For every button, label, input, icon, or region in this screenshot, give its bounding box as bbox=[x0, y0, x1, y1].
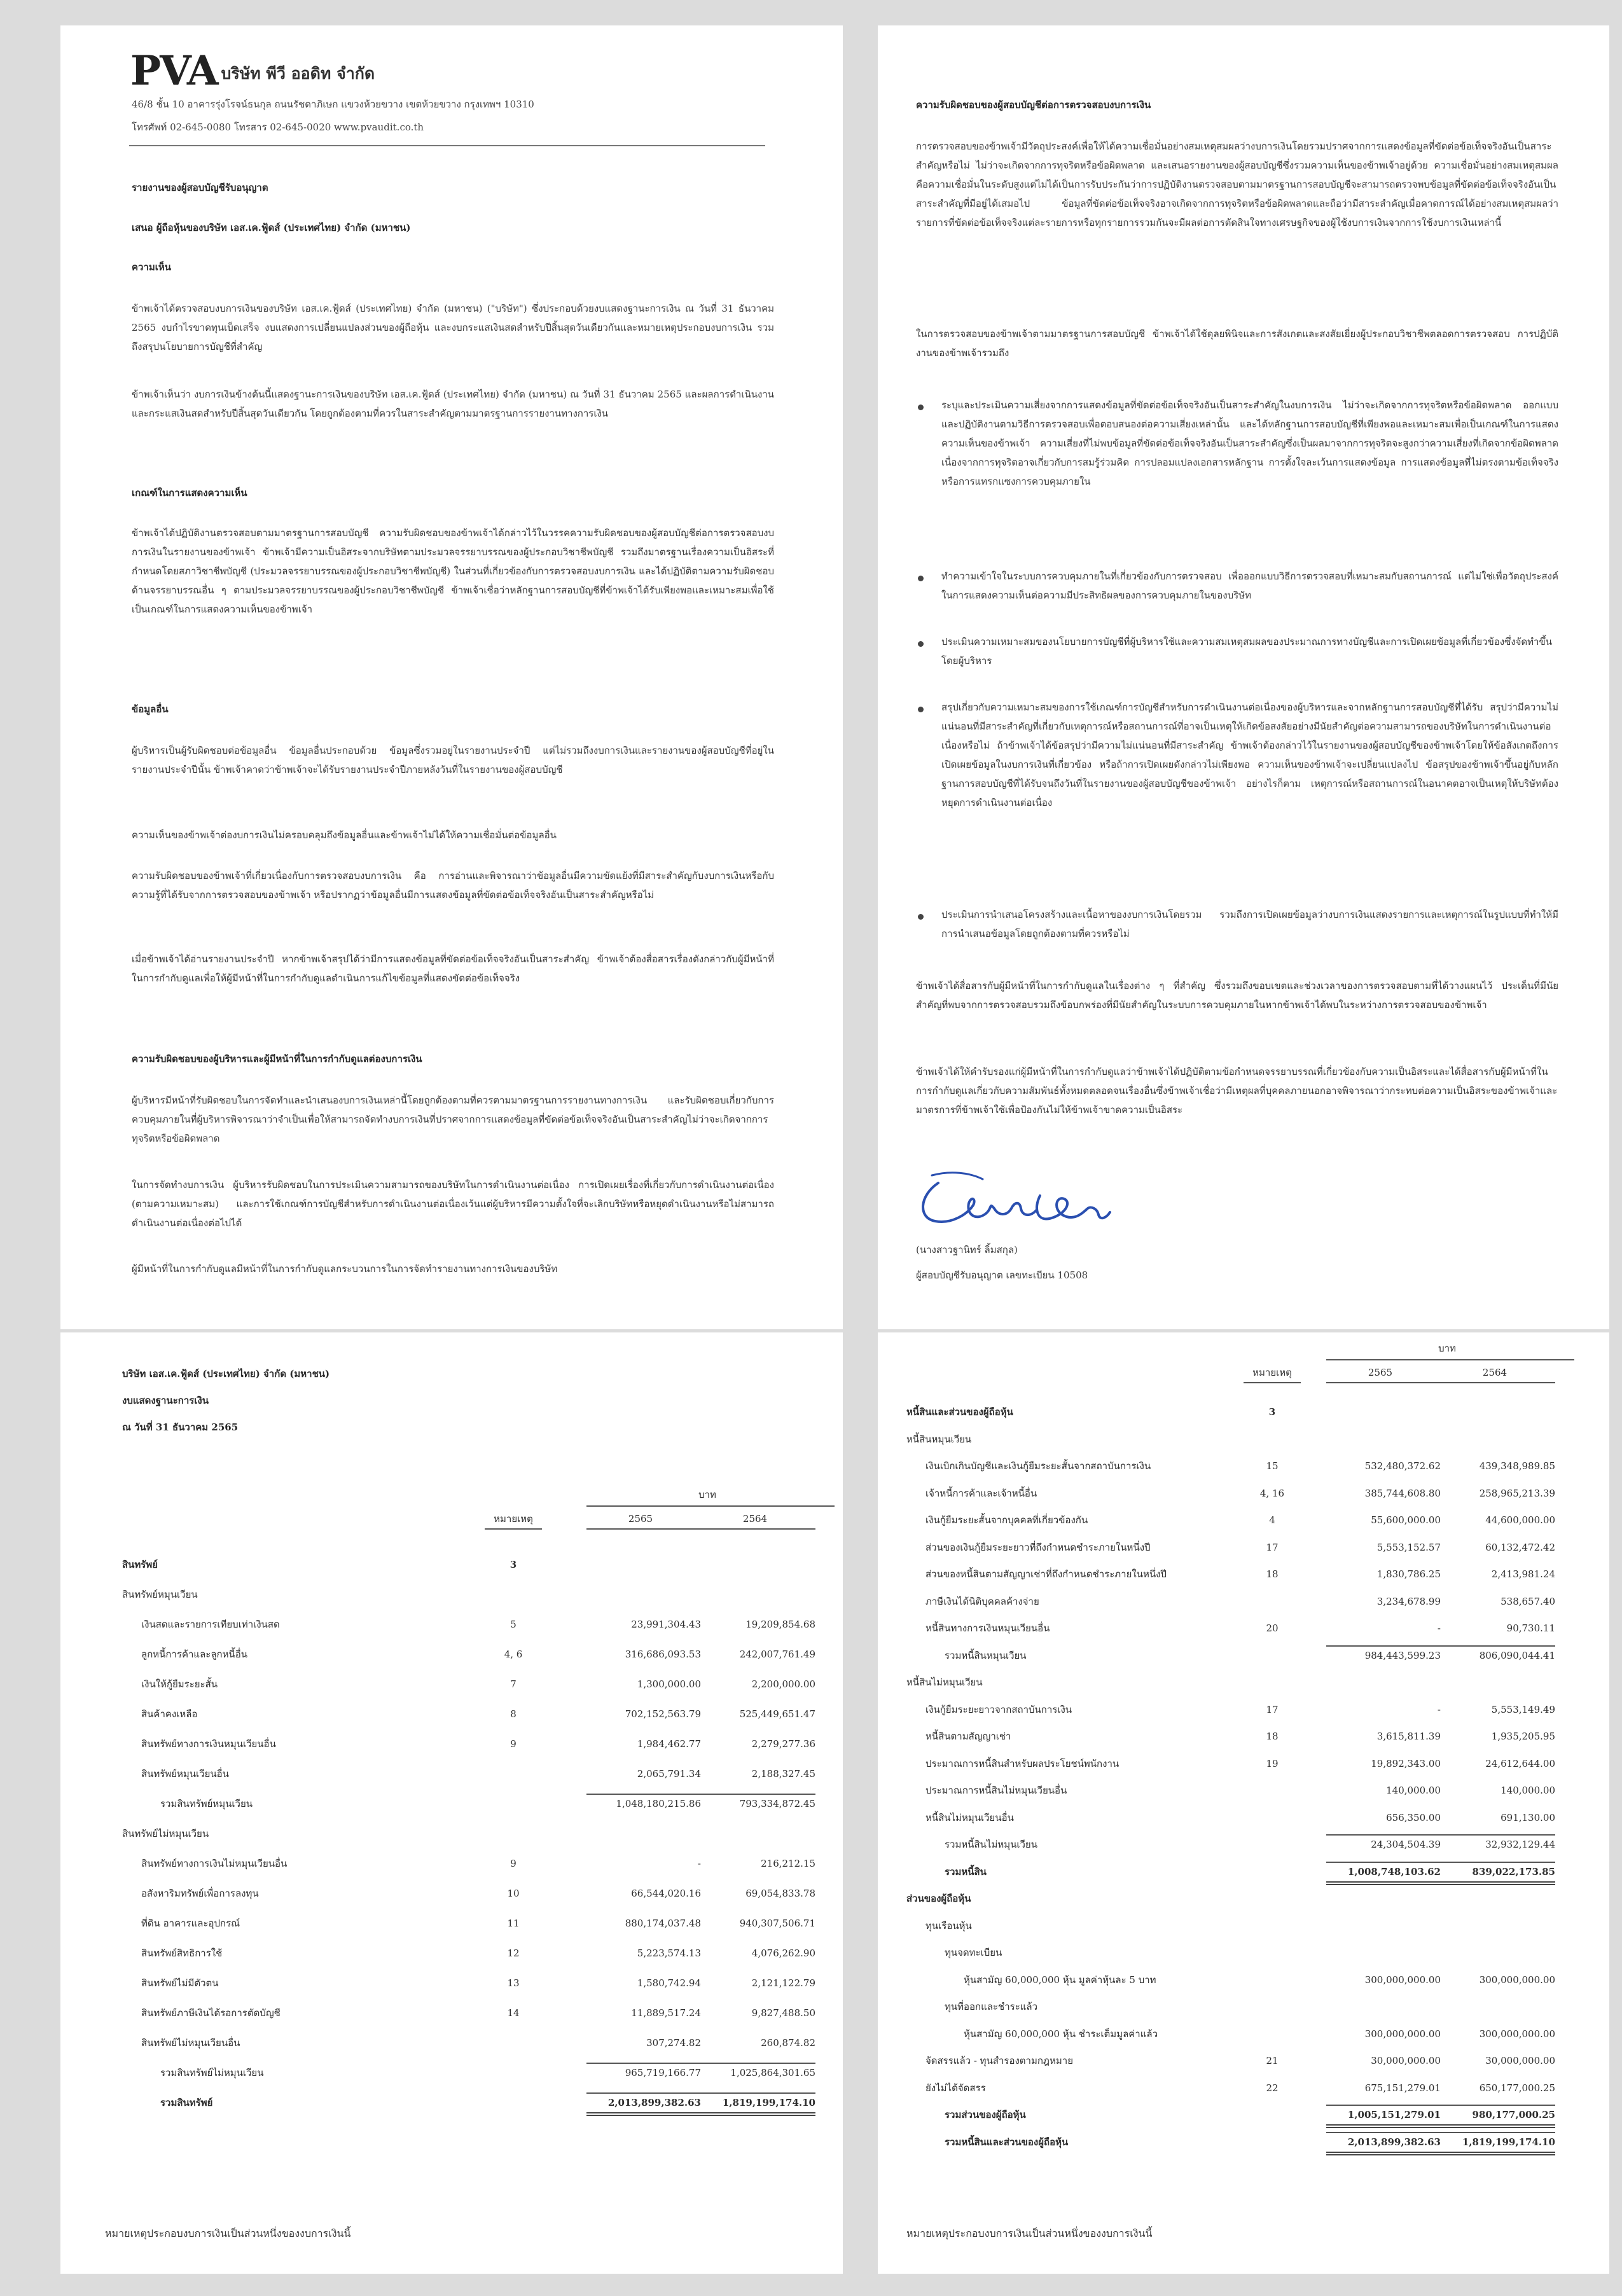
statement-row bbox=[906, 1402, 1581, 1421]
total-rule bbox=[1326, 1834, 1441, 1836]
row-value-2564: 216,212.15 bbox=[761, 1858, 815, 1869]
row-value-2564: 30,000,000.00 bbox=[1485, 2055, 1555, 2066]
paragraph-opinion-1: ข้าพเจ้าได้ตรวจสอบงบการเงินของบริษัท เอส.เค.ฟู้ดส์ (ประเทศไทย) จำกัด (มหาชน) ("บริษัท") ซึ่งประกอบด้วยงบแสดงฐานะการเงิน ณ วันที่ 31 ธันวาคม 2565 งบกำไรขาดทุนเบ็ดเสร็จ งบแสดงการเปลี่ยนแปลงส่วนของผู้ถือหุ้น และงบกระแสเงินสดสำหรับปีสิ้นสุดวันเดียวกันและหมายเหตุประกอบงบการเงิน รวมถึงสรุปนโยบายการบัญชีที่สำคัญ bbox=[132, 303, 774, 352]
paragraph-auditor-2: ในการตรวจสอบของข้าพเจ้าตามมาตรฐานการสอบบัญชี ข้าพเจ้าได้ใช้ดุลยพินิจและการสังเกตและสงสัยเยี่ยงผู้ประกอบวิชาชีพตลอดการตรวจสอบ การปฏิบัติงานของข้าพเจ้ารวมถึง bbox=[916, 328, 1558, 359]
unit-label: บาท bbox=[698, 1489, 716, 1500]
row-value-2565: 385,744,608.80 bbox=[1364, 1487, 1441, 1499]
row-note: 17 bbox=[1266, 1541, 1279, 1553]
statement-row bbox=[906, 1916, 1581, 1935]
row-note: 8 bbox=[510, 1708, 516, 1720]
row-label: ส่วนของหนี้สินตามสัญญาเช่าที่ถึงกำหนดชำระภายในหนึ่งปี bbox=[925, 1568, 1167, 1580]
statement-row bbox=[122, 1884, 815, 1903]
row-value-2565: 66,544,020.16 bbox=[631, 1888, 701, 1899]
row-label: เงินเบิกเกินบัญชีและเงินกู้ยืมระยะสั้นจากสถาบันการเงิน bbox=[925, 1460, 1151, 1472]
row-note: 22 bbox=[1266, 2082, 1279, 2094]
total-rule bbox=[701, 1794, 815, 1795]
row-label: หนี้สินและส่วนของผู้ถือหุ้น bbox=[906, 1406, 1013, 1418]
statement-row bbox=[906, 1673, 1581, 1692]
row-value-2565: 316,686,093.53 bbox=[625, 1649, 701, 1660]
row-label: ลูกหนี้การค้าและลูกหนี้อื่น bbox=[141, 1649, 248, 1660]
row-value-2565: - bbox=[1437, 1703, 1441, 1715]
grand-total-double-rule bbox=[1326, 2124, 1441, 2128]
paragraph-other-2: ความเห็นของข้าพเจ้าต่องบการเงินไม่ครอบคลุมถึงข้อมูลอื่นและข้าพเจ้าไม่ได้ให้ความเชื่อมั่นต่อข้อมูลอื่น bbox=[132, 829, 557, 841]
row-label: เงินกู้ยืมระยะสั้นจากบุคคลที่เกี่ยวข้องกัน bbox=[925, 1514, 1088, 1526]
row-value-2565: 1,830,786.25 bbox=[1376, 1568, 1441, 1580]
statement-row bbox=[906, 2024, 1581, 2044]
row-note: 18 bbox=[1266, 1568, 1279, 1580]
row-label: หุ้นสามัญ 60,000,000 หุ้น ชำระเต็มมูลค่าแล้ว bbox=[964, 2028, 1158, 2040]
row-value-2564: 2,279,277.36 bbox=[751, 1738, 815, 1750]
row-label: ทุนที่ออกและชำระแล้ว bbox=[945, 2001, 1038, 2012]
statement-row bbox=[122, 1645, 815, 1664]
row-value-2565: 702,152,563.79 bbox=[625, 1708, 701, 1720]
statement-row bbox=[906, 1808, 1581, 1827]
statement-row bbox=[122, 1824, 809, 1843]
bullet-dot bbox=[918, 405, 924, 410]
row-value-2565: 19,892,343.00 bbox=[1371, 1757, 1441, 1769]
statement-row bbox=[122, 1734, 815, 1753]
paragraph-other-4: เมื่อข้าพเจ้าได้อ่านรายงานประจำปี หากข้าพเจ้าสรุปได้ว่ามีการแสดงข้อมูลที่ขัดต่อข้อเท็จจริงอันเป็นสาระสำคัญ ข้าพเจ้าต้องสื่อสารเรื่องดังกล่าวกับผู้มีหน้าที่ในการกำกับดูแลเพื่อให้ผู้มีหน้าที่ในการกำกับดูแลดำเนินการแก้ไขข้อมูลที่แสดงขัดต่อข้อเท็จจริง bbox=[132, 953, 774, 984]
header-underline bbox=[1244, 1382, 1301, 1383]
unit-underline bbox=[586, 1505, 835, 1507]
statement-row bbox=[906, 1700, 1581, 1719]
total-rule bbox=[1441, 1834, 1555, 1836]
unit-label: บาท bbox=[1438, 1343, 1456, 1354]
row-value-2565: 1,300,000.00 bbox=[637, 1678, 701, 1690]
row-note: 18 bbox=[1266, 1731, 1279, 1742]
row-value-2565: 532,480,372.62 bbox=[1364, 1460, 1441, 1472]
statement-title: งบแสดงฐานะการเงิน bbox=[122, 1395, 209, 1406]
row-note: 4, 16 bbox=[1259, 1487, 1285, 1499]
row-value-2564: 140,000.00 bbox=[1501, 1785, 1555, 1796]
row-label: หุ้นสามัญ 60,000,000 หุ้น มูลค่าหุ้นละ 5 บาท bbox=[964, 1974, 1156, 1986]
row-note: 20 bbox=[1266, 1622, 1279, 1634]
statement-row bbox=[122, 1854, 815, 1873]
row-value-2565: 23,991,304.43 bbox=[631, 1619, 701, 1630]
row-label: ทุนเรือนหุ้น bbox=[925, 1919, 972, 1932]
row-value-2565: 2,013,899,382.63 bbox=[1347, 2136, 1441, 2148]
row-value-2564: 4,076,262.90 bbox=[751, 1947, 815, 1959]
row-value-2564: 839,022,173.85 bbox=[1472, 1865, 1555, 1878]
row-note: 3 bbox=[1268, 1406, 1276, 1418]
row-label: หนี้สินทางการเงินหมุนเวียนอื่น bbox=[925, 1622, 1050, 1634]
row-value-2565: 965,719,166.77 bbox=[625, 2067, 701, 2078]
paragraph-other-3: ความรับผิดชอบของข้าพเจ้าที่เกี่ยวเนื่องกับการตรวจสอบงบการเงิน คือ การอ่านและพิจารณาว่าข้อมูลอื่นมีความขัดแย้งที่มีสาระสำคัญกับงบการเงินหรือกับความรู้ที่ได้รับจากการตรวจสอบของข้าพเจ้า หรือปรากฏว่าข้อมูลอื่นมีการแสดงข้อมูลที่ขัดต่อข้อเท็จจริงอันเป็นสาระสำคัญหรือไม่ bbox=[132, 870, 774, 901]
row-value-2564: 940,307,506.71 bbox=[739, 1918, 815, 1929]
row-value-2565: 11,889,517.24 bbox=[631, 2007, 701, 2019]
total-rule bbox=[1441, 2132, 1555, 2133]
statement-row bbox=[122, 1944, 815, 1963]
statement-row bbox=[906, 1727, 1581, 1746]
row-value-2565: 1,984,462.77 bbox=[637, 1738, 701, 1750]
row-value-2565: 2,065,791.34 bbox=[637, 1768, 701, 1780]
row-note: 21 bbox=[1266, 2055, 1279, 2066]
total-rule bbox=[586, 1794, 701, 1795]
row-note: 9 bbox=[510, 1858, 516, 1869]
row-label: เงินให้กู้ยืมระยะสั้น bbox=[141, 1678, 218, 1690]
firm-name: บริษัท พีวี ออดิท จำกัด bbox=[221, 64, 375, 83]
row-note: 19 bbox=[1266, 1757, 1279, 1769]
statement-row bbox=[122, 1974, 815, 1993]
heading-opinion: ความเห็น bbox=[132, 261, 172, 273]
row-value-2565: 5,553,152.57 bbox=[1376, 1541, 1441, 1553]
auditor-name: (นางสาวฐานิทร์ ลิ้มสกุล) bbox=[916, 1244, 1018, 1255]
row-label: ที่ดิน อาคารและอุปกรณ์ bbox=[141, 1918, 240, 1929]
row-value-2564: 793,334,872.45 bbox=[739, 1798, 815, 1809]
row-label: หนี้สินไม่หมุนเวียนอื่น bbox=[925, 1811, 1014, 1823]
total-rule bbox=[1326, 1645, 1441, 1647]
heading-auditor-responsibility: ความรับผิดชอบของผู้สอบบัญชีต่อการตรวจสอบงบการเงิน bbox=[916, 99, 1151, 111]
bullet-item: ประเมินการนำเสนอโครงสร้างและเนื้อหาของงบการเงินโดยรวม รวมถึงการเปิดเผยข้อมูลว่างบการเงินแสดงรายการและเหตุการณ์ในรูปแบบที่ทำให้มีการนำเสนอข้อมูลโดยถูกต้องตามที่ควรหรือไม่ bbox=[941, 909, 1558, 939]
paragraph-auditor-3: ข้าพเจ้าได้สื่อสารกับผู้มีหน้าที่ในการกำกับดูแลในเรื่องต่าง ๆ ที่สำคัญ ซึ่งรวมถึงขอบเขตและช่วงเวลาของการตรวจสอบตามที่ได้วางแผนไว้ ประเด็นที่มีนัยสำคัญที่พบจากการตรวจสอบรวมถึงข้อบกพร่องที่มีนัยสำคัญในระบบการควบคุมภายในหากข้าพเจ้าได้พบในระหว่างการตรวจสอบของข้าพเจ้า bbox=[916, 980, 1558, 1011]
row-label: อสังหาริมทรัพย์เพื่อการลงทุน bbox=[141, 1888, 259, 1899]
row-value-2564: 2,188,327.45 bbox=[751, 1768, 815, 1780]
row-value-2565: 1,008,748,103.62 bbox=[1347, 1865, 1441, 1878]
row-note: 17 bbox=[1266, 1703, 1279, 1715]
row-note: 9 bbox=[510, 1738, 516, 1750]
column-header-note: หมายเหตุ bbox=[1252, 1367, 1292, 1378]
row-value-2564: 32,932,129.44 bbox=[1485, 1839, 1555, 1850]
paragraph-opinion-2: ข้าพเจ้าเห็นว่า งบการเงินข้างต้นนี้แสดงฐานะการเงินของบริษัท เอส.เค.ฟู้ดส์ (ประเทศไทย) จำกัด (มหาชน) ณ วันที่ 31 ธันวาคม 2565 และผลการดำเนินงาน และกระแสเงินสดสำหรับปีสิ้นสุดวันเดียวกัน โดยถูกต้องตามที่ควรในสาระสำคัญตามมาตรฐานการรายงานทางการเงิน bbox=[132, 389, 774, 419]
statement-row bbox=[906, 1781, 1581, 1800]
grand-total-double-rule bbox=[1441, 2152, 1555, 2155]
row-value-2564: 69,054,833.78 bbox=[745, 1888, 815, 1899]
grand-total-double-rule bbox=[1441, 1881, 1555, 1885]
row-value-2564: 439,348,989.85 bbox=[1479, 1460, 1555, 1472]
row-value-2565: 880,174,037.48 bbox=[625, 1918, 701, 1929]
statement-row bbox=[906, 1970, 1581, 1989]
statement-row bbox=[122, 1764, 815, 1783]
row-value-2565: 1,580,742.94 bbox=[637, 1977, 701, 1989]
statement-row bbox=[906, 1511, 1581, 1530]
statement-row bbox=[906, 1592, 1581, 1611]
header-divider bbox=[129, 145, 765, 146]
row-label: รวมสินทรัพย์หมุนเวียน bbox=[160, 1798, 253, 1809]
row-note: 5 bbox=[510, 1619, 516, 1630]
row-value-2564: 242,007,761.49 bbox=[739, 1649, 815, 1660]
row-value-2564: 1,025,864,301.65 bbox=[730, 2067, 815, 2078]
bullet-item: สรุปเกี่ยวกับความเหมาะสมของการใช้เกณฑ์การบัญชีสำหรับการดำเนินงานต่อเนื่องของผู้บริหารและจากหลักฐานการสอบบัญชีที่ได้รับ สรุปว่ามีความไม่แน่นอนที่มีสาระสำคัญที่เกี่ยวกับเหตุการณ์หรือสถานการณ์ที่อาจเป็นเหตุให้เกิดข้อสงสัยอย่างมีนัยสำคัญต่อความสามารถของบริษัทในการดำเนินงานต่อเนื่องหรือไม่ ถ้าข้าพเจ้าได้ข้อสรุปว่ามีความไม่แน่นอนที่มีสาระสำคัญ ข้าพเจ้าต้องกล่าวไว้ในรายงานของผู้สอบบัญชีของข้าพเจ้าโดยให้ข้อสังเกตถึงการเปิดเผยข้อมูลในงบการเงินที่เกี่ยวข้อง หรือถ้าการเปิดเผยดังกล่าวไม่เพียงพอ ความเห็นของข้าพเจ้าจะเปลี่ยนแปลงไป ข้อสรุปของข้าพเจ้าขึ้นอยู่กับหลักฐานการสอบบัญชีที่ได้รับจนถึงวันที่ในรายงานของผู้สอบบัญชีของข้าพเจ้า อย่างไรก็ตาม เหตุการณ์หรือสถานการณ์ในอนาคตอาจเป็นเหตุให้บริษัทต้องหยุดการดำเนินงานต่อเนื่อง bbox=[941, 702, 1558, 808]
row-label: ประมาณการหนี้สินสำหรับผลประโยชน์พนักงาน bbox=[925, 1757, 1119, 1769]
row-label: สินทรัพย์ไม่หมุนเวียน bbox=[122, 1828, 209, 1839]
header-underline bbox=[485, 1528, 542, 1530]
grand-total-double-rule bbox=[1326, 2152, 1441, 2155]
pva-logo-mark: PVA bbox=[130, 47, 218, 95]
statement-row bbox=[122, 1675, 815, 1694]
row-label: ส่วนของผู้ถือหุ้น bbox=[906, 1893, 971, 1904]
row-label: รวมหนี้สินไม่หมุนเวียน bbox=[945, 1839, 1037, 1850]
statement-row bbox=[122, 2093, 815, 2112]
row-value-2565: 307,274.82 bbox=[646, 2037, 701, 2049]
row-value-2565: 3,234,678.99 bbox=[1376, 1595, 1441, 1607]
row-value-2564: 258,965,213.39 bbox=[1479, 1487, 1555, 1499]
row-value-2565: 2,013,899,382.63 bbox=[607, 2097, 701, 2108]
heading-basis: เกณฑ์ในการแสดงความเห็น bbox=[132, 487, 247, 499]
statement-row bbox=[906, 1997, 1581, 2016]
auditor-report-page-1 bbox=[60, 25, 843, 1329]
firm-address: 46/8 ชั้น 10 อาคารรุ่งโรจน์ธนกุล ถนนรัชดาภิเษก แขวงห้วยขวาง เขตห้วยขวาง กรุงเทพฯ 10310 bbox=[132, 99, 534, 110]
row-value-2565: 1,005,151,279.01 bbox=[1347, 2109, 1441, 2120]
balance-sheet-liabilities-page bbox=[878, 1332, 1609, 2274]
statement-row bbox=[906, 1538, 1581, 1557]
statement-row bbox=[122, 2063, 815, 2082]
row-value-2564: 90,730.11 bbox=[1506, 1622, 1555, 1634]
column-header-2565: 2565 bbox=[1368, 1367, 1393, 1378]
paragraph-management-2: ในการจัดทำงบการเงิน ผู้บริหารรับผิดชอบในการประเมินความสามารถของบริษัทในการดำเนินงานต่อเนื่อง การเปิดเผยเรื่องที่เกี่ยวกับการดำเนินงานต่อเนื่อง (ตามความเหมาะสม) และการใช้เกณฑ์การบัญชีสำหรับการดำเนินงานต่อเนื่องเว้นแต่ผู้บริหารมีความตั้งใจที่จะเลิกบริษัทหรือหยุดดำเนินงานหรือไม่สามารถดำเนินงานต่อเนื่องต่อไปได้ bbox=[132, 1179, 774, 1229]
row-label: เจ้าหนี้การค้าและเจ้าหนี้อื่น bbox=[925, 1487, 1037, 1499]
row-value-2565: 300,000,000.00 bbox=[1364, 2028, 1441, 2040]
row-label: ยังไม่ได้จัดสรร bbox=[925, 2082, 986, 2094]
row-note: 11 bbox=[507, 1918, 520, 1929]
total-rule bbox=[701, 2063, 815, 2064]
grand-total-double-rule bbox=[586, 2112, 701, 2116]
report-addressee: เสนอ ผู้ถือหุ้นของบริษัท เอส.เค.ฟู้ดส์ (ประเทศไทย) จำกัด (มหาชน) bbox=[132, 222, 411, 233]
statement-row bbox=[906, 1456, 1581, 1476]
total-rule bbox=[1326, 2132, 1441, 2133]
report-title: รายงานของผู้สอบบัญชีรับอนุญาต bbox=[132, 182, 268, 193]
row-label: หนี้สินหมุนเวียน bbox=[906, 1433, 972, 1445]
row-value-2565: 5,223,574.13 bbox=[637, 1947, 701, 1959]
statement-row bbox=[122, 1555, 809, 1574]
row-value-2564: 806,090,044.41 bbox=[1479, 1649, 1555, 1661]
row-note: 10 bbox=[507, 1888, 520, 1899]
row-value-2565: 300,000,000.00 bbox=[1364, 1974, 1441, 1986]
firm-contact: โทรศัพท์ 02-645-0080 โทรสาร 02-645-0020 www.pvaudit.co.th bbox=[132, 121, 424, 133]
column-header-2565: 2565 bbox=[628, 1513, 653, 1525]
row-label: สินทรัพย์สิทธิการใช้ bbox=[141, 1947, 223, 1959]
row-label: หนี้สินไม่หมุนเวียน bbox=[906, 1677, 983, 1688]
statement-row bbox=[122, 1794, 815, 1813]
statement-row bbox=[906, 2051, 1581, 2070]
statement-row bbox=[906, 2078, 1581, 2098]
statement-row bbox=[122, 1615, 815, 1634]
bullet-dot bbox=[918, 707, 924, 712]
statement-row bbox=[122, 1585, 809, 1604]
row-value-2565: 24,304,504.39 bbox=[1371, 1839, 1441, 1850]
row-value-2565: 140,000.00 bbox=[1386, 1785, 1441, 1796]
column-header-2564: 2564 bbox=[1482, 1367, 1508, 1378]
statement-row bbox=[906, 1835, 1581, 1854]
row-value-2564: 650,177,000.25 bbox=[1479, 2082, 1555, 2094]
row-note: 7 bbox=[510, 1678, 516, 1690]
bullet-dot bbox=[918, 576, 924, 581]
bullet-dot bbox=[918, 641, 924, 647]
row-value-2565: 1,048,180,215.86 bbox=[616, 1798, 701, 1809]
row-value-2564: 525,449,651.47 bbox=[739, 1708, 815, 1720]
heading-management: ความรับผิดชอบของผู้บริหารและผู้มีหน้าที่ในการกำกับดูแลต่องบการเงิน bbox=[132, 1053, 422, 1065]
row-label: สินทรัพย์ทางการเงินหมุนเวียนอื่น bbox=[141, 1738, 276, 1750]
row-label: สินทรัพย์ทางการเงินไม่หมุนเวียนอื่น bbox=[141, 1858, 288, 1869]
row-value-2565: 656,350.00 bbox=[1386, 1811, 1441, 1823]
row-label: สินทรัพย์ไม่มีตัวตน bbox=[141, 1977, 219, 1989]
row-note: 12 bbox=[507, 1947, 520, 1959]
paragraph-auditor-4: ข้าพเจ้าได้ให้คำรับรองแก่ผู้มีหน้าที่ในการกำกับดูแลว่าข้าพเจ้าได้ปฏิบัติตามข้อกำหนดจรรยาบรรณที่เกี่ยวข้องกับความเป็นอิสระและได้สื่อสารกับผู้มีหน้าที่ในการกำกับดูแลเกี่ยวกับความสัมพันธ์ทั้งหมดตลอดจนเรื่องอื่นซึ่งข้าพเจ้าเชื่อว่ามีเหตุผลที่บุคคลภายนอกอาจพิจารณาว่ากระทบต่อความเป็นอิสระของข้าพเจ้าและมาตรการที่ข้าพเจ้าใช้เพื่อป้องกันไม่ให้ข้าพเจ้าขาดความเป็นอิสระ bbox=[916, 1066, 1558, 1116]
row-label: รวมสินทรัพย์ไม่หมุนเวียน bbox=[160, 2067, 264, 2078]
row-value-2564: 300,000,000.00 bbox=[1479, 1974, 1555, 1986]
grand-total-double-rule bbox=[1326, 1881, 1441, 1885]
row-value-2564: 5,553,149.49 bbox=[1491, 1703, 1555, 1715]
row-value-2564: 24,612,644.00 bbox=[1485, 1757, 1555, 1769]
balance-sheet-assets-page bbox=[60, 1332, 843, 2274]
bullet-item: ประเมินความเหมาะสมของนโยบายการบัญชีที่ผู้บริหารใช้และความสมเหตุสมผลของประมาณการทางบัญชีและการเปิดเผยข้อมูลที่เกี่ยวข้องซึ่งจัดทำขึ้นโดยผู้บริหาร bbox=[941, 636, 1552, 667]
row-label: รวมหนี้สินและส่วนของผู้ถือหุ้น bbox=[945, 2136, 1069, 2148]
bullet-item: ระบุและประเมินความเสี่ยงจากการแสดงข้อมูลที่ขัดต่อข้อเท็จจริงอันเป็นสาระสำคัญในงบการเงิน ไม่ว่าจะเกิดจากการทุจริตหรือข้อผิดพลาด ออกแบบและปฏิบัติงานตามวิธีการตรวจสอบเพื่อตอบสนองต่อความเสี่ยงเหล่านั้น และได้หลักฐานการสอบบัญชีที่เพียงพอและเหมาะสมเพื่อเป็นเกณฑ์ในการแสดงความเห็นของข้าพเจ้า ความเสี่ยงที่ไม่พบข้อมูลที่ขัดต่อข้อเท็จจริงอันเป็นสาระสำคัญซึ่งเป็นผลมาจากการทุจริตจะสูงกว่าความเสี่ยงที่เกิดจากข้อผิดพลาด เนื่องจากการทุจริตอาจเกี่ยวกับการสมรู้ร่วมคิด การปลอมแปลงเอกสารหลักฐาน การตั้งใจละเว้นการแสดงข้อมูล การแสดงข้อมูลที่ไม่ตรงตามข้อเท็จจริงหรือการแทรกแซงการควบคุมภายใน bbox=[941, 399, 1558, 487]
row-value-2564: 260,874.82 bbox=[761, 2037, 815, 2049]
pva-logo bbox=[130, 47, 375, 95]
statement-footer: หมายเหตุประกอบงบการเงินเป็นส่วนหนึ่งของงบการเงินนี้ bbox=[906, 2227, 1153, 2239]
header-underline bbox=[1441, 1382, 1555, 1383]
statement-row bbox=[906, 1943, 1581, 1962]
total-rule bbox=[1326, 2105, 1441, 2106]
auditor-report-page-2 bbox=[878, 25, 1609, 1329]
column-header-2564: 2564 bbox=[742, 1513, 768, 1525]
row-value-2565: 55,600,000.00 bbox=[1371, 1514, 1441, 1526]
row-value-2564: 9,827,488.50 bbox=[751, 2007, 815, 2019]
row-label: รวมหนี้สินหมุนเวียน bbox=[945, 1649, 1027, 1661]
row-label: สินทรัพย์ภาษีเงินได้รอการตัดบัญชี bbox=[141, 2007, 281, 2019]
row-label: สินค้าคงเหลือ bbox=[141, 1708, 198, 1720]
statement-row bbox=[122, 2033, 815, 2052]
paragraph-management-3: ผู้มีหน้าที่ในการกำกับดูแลมีหน้าที่ในการกำกับดูแลกระบวนการในการจัดทำรายงานทางการเงินของบริษัท bbox=[132, 1263, 558, 1275]
row-label: รวมหนี้สิน bbox=[945, 1865, 987, 1878]
row-label: ทุนจดทะเบียน bbox=[945, 1947, 1002, 1958]
row-value-2565: 30,000,000.00 bbox=[1371, 2055, 1441, 2066]
auditor-signature bbox=[913, 1164, 1116, 1234]
statement-row bbox=[906, 1430, 1581, 1449]
row-note: 14 bbox=[507, 2007, 520, 2019]
row-value-2564: 19,209,854.68 bbox=[745, 1619, 815, 1630]
row-note: 13 bbox=[507, 1977, 520, 1989]
row-note: 4 bbox=[1269, 1514, 1275, 1526]
statement-row bbox=[906, 2105, 1581, 2124]
row-value-2564: 1,819,199,174.10 bbox=[722, 2097, 815, 2108]
row-value-2564: 691,130.00 bbox=[1501, 1811, 1555, 1823]
row-value-2564: 44,600,000.00 bbox=[1485, 1514, 1555, 1526]
row-label: ประมาณการหนี้สินไม่หมุนเวียนอื่น bbox=[925, 1785, 1067, 1796]
row-label: สินทรัพย์หมุนเวียนอื่น bbox=[141, 1768, 229, 1780]
total-rule bbox=[1441, 1862, 1555, 1863]
row-label: ภาษีเงินได้นิติบุคคลค้างจ่าย bbox=[925, 1595, 1039, 1607]
statement-company: บริษัท เอส.เค.ฟู้ดส์ (ประเทศไทย) จำกัด (มหาชน) bbox=[122, 1368, 330, 1380]
row-value-2565: - bbox=[1437, 1622, 1441, 1634]
row-label: ส่วนของเงินกู้ยืมระยะยาวที่ถึงกำหนดชำระภายในหนึ่งปี bbox=[925, 1541, 1151, 1553]
row-value-2564: 538,657.40 bbox=[1501, 1595, 1555, 1607]
statement-row bbox=[122, 1705, 815, 1724]
row-label: สินทรัพย์ไม่หมุนเวียนอื่น bbox=[141, 2037, 240, 2049]
row-value-2564: 2,200,000.00 bbox=[751, 1678, 815, 1690]
total-rule bbox=[1441, 2105, 1555, 2106]
header-underline bbox=[586, 1528, 701, 1530]
total-rule bbox=[1441, 1645, 1555, 1647]
bullet-item: ทำความเข้าใจในระบบการควบคุมภายในที่เกี่ยวข้องกับการตรวจสอบ เพื่อออกแบบวิธีการตรวจสอบที่เหมาะสมกับสถานการณ์ แต่ไม่ใช่เพื่อวัตถุประสงค์ในการแสดงความเห็นต่อความมีประสิทธิผลของการควบคุมภายในของบริษัท bbox=[941, 571, 1558, 601]
statement-row bbox=[906, 1619, 1581, 1638]
statement-row bbox=[906, 1862, 1581, 1881]
heading-other-info: ข้อมูลอื่น bbox=[132, 703, 169, 715]
total-rule bbox=[586, 2092, 701, 2094]
row-label: จัดสรรแล้ว - ทุนสำรองตามกฎหมาย bbox=[925, 2055, 1073, 2066]
statement-date: ณ วันที่ 31 ธันวาคม 2565 bbox=[122, 1421, 239, 1433]
statement-row bbox=[906, 1565, 1581, 1584]
row-value-2564: 980,177,000.25 bbox=[1472, 2109, 1555, 2120]
total-rule bbox=[1326, 1862, 1441, 1863]
row-label: สินทรัพย์หมุนเวียน bbox=[122, 1589, 198, 1600]
statement-footer: หมายเหตุประกอบงบการเงินเป็นส่วนหนึ่งของงบการเงินนี้ bbox=[105, 2227, 351, 2239]
paragraph-management-1: ผู้บริหารมีหน้าที่รับผิดชอบในการจัดทำและนำเสนองบการเงินเหล่านี้โดยถูกต้องตามที่ควรตามมาตรฐานการรายงานทางการเงิน และรับผิดชอบเกี่ยวกับการควบคุมภายในที่ผู้บริหารพิจารณาว่าจำเป็นเพื่อให้สามารถจัดทำงบการเงินที่ปราศจากการแสดงข้อมูลที่ขัดต่อข้อเท็จจริงอันเป็นสาระสำคัญไม่ว่าจะเกิดจากการทุจริตหรือข้อผิดพลาด bbox=[132, 1095, 774, 1144]
row-label: สินทรัพย์ bbox=[122, 1559, 158, 1570]
statement-row bbox=[906, 1889, 1581, 1908]
row-label: รวมสินทรัพย์ bbox=[160, 2097, 213, 2108]
paragraph-auditor-1: การตรวจสอบของข้าพเจ้ามีวัตถุประสงค์เพื่อให้ได้ความเชื่อมั่นอย่างสมเหตุสมผลว่างบการเงินโดยรวมปราศจากการแสดงข้อมูลที่ขัดต่อข้อเท็จจริงอันเป็นสาระสำคัญหรือไม่ ไม่ว่าจะเกิดจากการทุจริตหรือข้อผิดพลาด และเสนอรายงานของผู้สอบบัญชีซึ่งรวมความเห็นของข้าพเจ้าอยู่ด้วย ความเชื่อมั่นอย่างสมเหตุสมผลคือความเชื่อมั่นในระดับสูงแต่ไม่ได้เป็นการรับประกันว่าการปฏิบัติงานตรวจสอบตามมาตรฐานการสอบบัญชีจะสามารถตรวจพบข้อมูลที่ขัดต่อข้อเท็จจริงอันเป็นสาระสำคัญที่มีอยู่ได้เสมอไป ข้อมูลที่ขัดต่อข้อเท็จจริงอาจเกิดจากการทุจริตหรือข้อผิดพลาดและถือว่ามีสาระสำคัญเมื่อคาดการณ์ได้อย่างสมเหตุสมผลว่ารายการที่ขัดต่อข้อเท็จจริงแต่ละรายการหรือทุกรายการรวมกันจะมีผลต่อการตัดสินใจทางเศรษฐกิจของผู้ใช้งบการเงินจากการใช้งบการเงินเหล่านี้ bbox=[916, 141, 1558, 228]
column-header-note: หมายเหตุ bbox=[494, 1513, 533, 1525]
row-value-2565: 984,443,599.23 bbox=[1364, 1649, 1441, 1661]
paragraph-other-1: ผู้บริหารเป็นผู้รับผิดชอบต่อข้อมูลอื่น ข้อมูลอื่นประกอบด้วย ข้อมูลซึ่งรวมอยู่ในรายงานประจำปี แต่ไม่รวมถึงงบการเงินและรายงานของผู้สอบบัญชีที่อยู่ในรายงานประจำปีนั้น ข้าพเจ้าคาดว่าข้าพเจ้าจะได้รับรายงานประจำปีภายหลังวันที่ในรายงานของผู้สอบบัญชี bbox=[132, 745, 774, 775]
total-rule bbox=[586, 2063, 701, 2064]
grand-total-double-rule bbox=[1441, 2124, 1555, 2128]
statement-row bbox=[906, 2133, 1581, 2152]
header-underline bbox=[701, 1528, 815, 1530]
paragraph-basis: ข้าพเจ้าได้ปฏิบัติงานตรวจสอบตามมาตรฐานการสอบบัญชี ความรับผิดชอบของข้าพเจ้าได้กล่าวไว้ในวรรคความรับผิดชอบของผู้สอบบัญชีต่อการตรวจสอบงบการเงินในรายงานของข้าพเจ้า ข้าพเจ้ามีความเป็นอิสระจากบริษัทตามประมวลจรรยาบรรณของผู้ประกอบวิชาชีพบัญชี รวมถึงมาตรฐานเรื่องความเป็นอิสระที่กำหนดโดยสภาวิชาชีพบัญชี (ประมวลจรรยาบรรณของผู้ประกอบวิชาชีพบัญชี) ในส่วนที่เกี่ยวข้องกับการตรวจสอบงบการเงิน และได้ปฏิบัติตามความรับผิดชอบด้านจรรยาบรรณอื่น ๆ ตามประมวลจรรยาบรรณของผู้ประกอบวิชาชีพบัญชี ข้าพเจ้าเชื่อว่าหลักฐานการสอบบัญชีที่ข้าพเจ้าได้รับเพียงพอและเหมาะสมเพื่อใช้เป็นเกณฑ์ในการแสดงความเห็นของข้าพเจ้า bbox=[132, 527, 774, 615]
row-label: เงินสดและรายการเทียบเท่าเงินสด bbox=[141, 1619, 280, 1630]
row-value-2564: 1,819,199,174.10 bbox=[1462, 2136, 1555, 2148]
statement-row bbox=[906, 1646, 1581, 1665]
row-label: เงินกู้ยืมระยะยาวจากสถาบันการเงิน bbox=[925, 1703, 1072, 1715]
grand-total-double-rule bbox=[701, 2112, 815, 2116]
row-note: 15 bbox=[1266, 1460, 1279, 1472]
statement-row bbox=[906, 1484, 1581, 1503]
unit-underline bbox=[1326, 1359, 1574, 1360]
statement-row bbox=[122, 2003, 815, 2023]
row-value-2564: 2,413,981.24 bbox=[1491, 1568, 1555, 1580]
row-value-2564: 1,935,205.95 bbox=[1491, 1731, 1555, 1742]
row-value-2565: 3,615,811.39 bbox=[1376, 1731, 1441, 1742]
header-underline bbox=[1326, 1382, 1441, 1383]
statement-row bbox=[122, 1914, 815, 1933]
row-note: 3 bbox=[509, 1559, 517, 1570]
row-value-2565: 675,151,279.01 bbox=[1364, 2082, 1441, 2094]
row-label: หนี้สินตามสัญญาเช่า bbox=[925, 1731, 1011, 1742]
bullet-dot bbox=[918, 914, 924, 920]
statement-row bbox=[906, 1754, 1581, 1773]
row-value-2564: 2,121,122.79 bbox=[751, 1977, 815, 1989]
row-note: 4, 6 bbox=[504, 1649, 523, 1660]
total-rule bbox=[701, 2092, 815, 2094]
row-value-2565: - bbox=[697, 1858, 701, 1869]
auditor-license: ผู้สอบบัญชีรับอนุญาต เลขทะเบียน 10508 bbox=[916, 1269, 1088, 1281]
row-value-2564: 60,132,472.42 bbox=[1485, 1541, 1555, 1553]
row-label: รวมส่วนของผู้ถือหุ้น bbox=[945, 2109, 1026, 2120]
row-value-2564: 300,000,000.00 bbox=[1479, 2028, 1555, 2040]
